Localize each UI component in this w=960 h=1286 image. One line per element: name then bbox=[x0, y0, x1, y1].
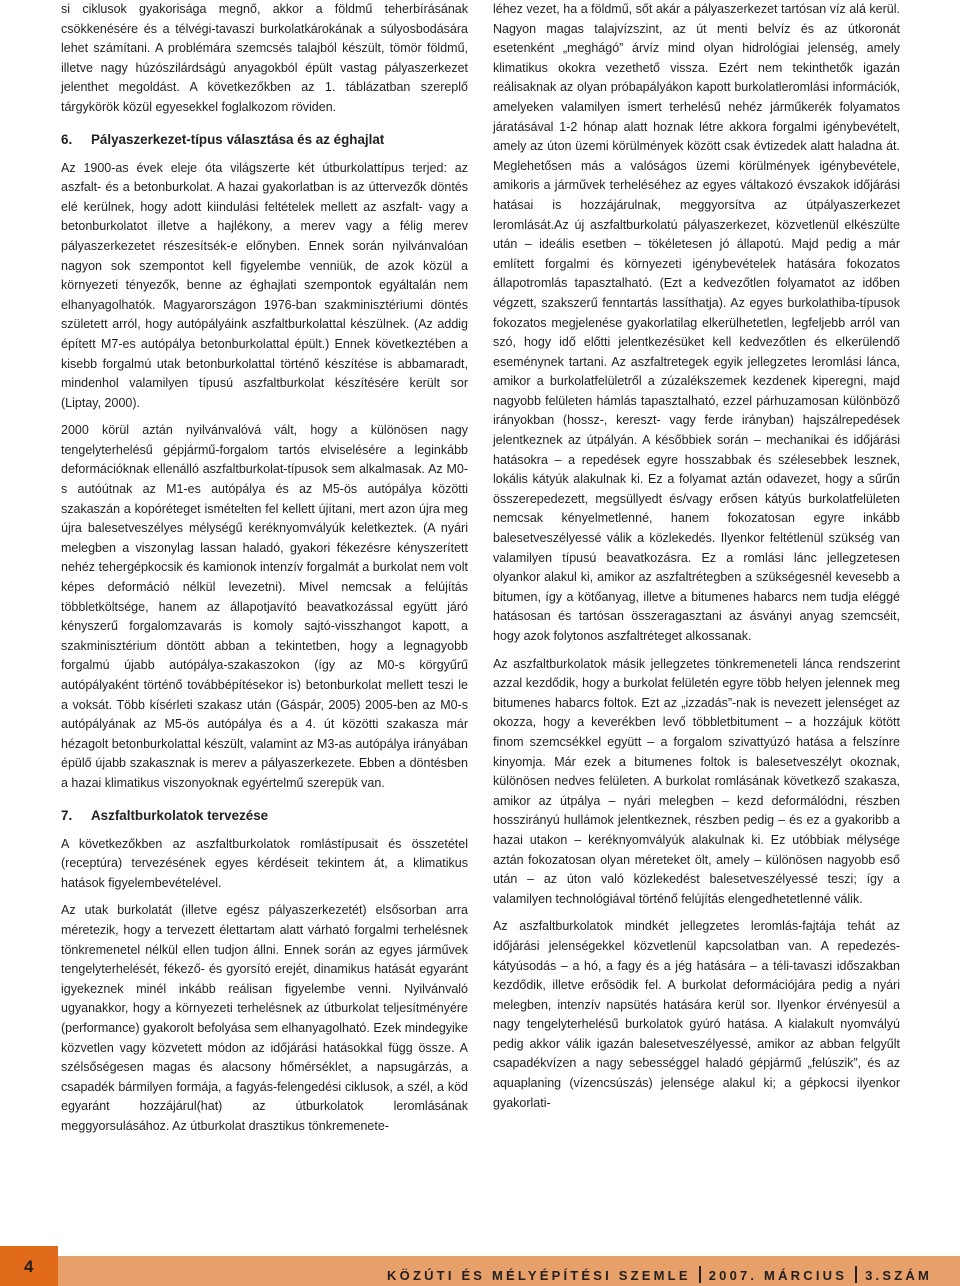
page-number: 4 bbox=[24, 1257, 34, 1276]
right-column bbox=[493, 0, 900, 1121]
left-column bbox=[61, 0, 468, 1144]
issue-number: 3.SZÁM bbox=[865, 1268, 932, 1283]
paragraph: Az aszfaltburkolatok másik jellegzetes tönkremeneteli lánca rendszerint azzal kezdődik, hogy a burkolat felületén egyre több helyen jelennek meg bitumenes habarcs foltok. Ezt az „izzadás”-nak is nevezett jelenséget az okozza, hogy a keverékben levő többletbitument – a hozzájuk kötött finom szemcsékkel együtt – a forgalom szivattyúzó hatása a felszínre kinyomja. Már ezek a bitumenes foltok is balesetveszélyt okoznak, különösen nedves felületen. A burkolat romlásának következő szakasza, amikor az útpálya – nyári melegben – kezd deformálódni, részben hosszirányú hullámok jelentkeznek, részben pedig – és ez a gyakoribb a hazai utakon – keréknyomvályúk alakulnak ki. Ez utóbbiak mélysége aztán fokozatosan olyan méreteket ölt, amely – különösen nagyobb eső után – az úton való közlekedést balesetveszélyessé teszi; így a valamilyen technológiával történő felújítás elengedhetetlenné válik. bbox=[493, 656, 900, 906]
journal-info bbox=[387, 1266, 932, 1283]
issue-date: 2007. MÁRCIUS bbox=[708, 1268, 848, 1283]
paragraph: A következőkben az aszfaltburkolatok romlástípusait és összetétel (receptúra) tervezésének egyes kérdéseit tekintem át, a klimatikus hatások figyelembevételével. bbox=[61, 836, 468, 890]
section-title: Pályaszerkezet-típus választása és az éghajlat bbox=[91, 131, 385, 147]
paragraph: Az 1900-as évek eleje óta világszerte két útburkolattípus terjed: az aszfalt- és a betonburkolat. A hazai gyakorlatban is az úttervezők döntés elé kerülnek, hogy adott kiindulási feltételek mellett az aszfalt- vagy a betonburkolatot illetve a hajlékony, a merev vagy a félig merev pályaszerkezetet részesítsék-e előnyben. Ennek során nyilvánvalóan nagyon sok szempontot kell figyelembe venniük, de azok közül a környezeti tényezők, benne az éghajlati szempontok egyáltalán nem elhanyagolhatók. Magyarországon 1976-ban szakminisztériumi döntés született arról, hogy autópályáink aszfaltburkolattal készülnek. (Az addig épített M7-es autópálya betonburkolattal épült.) Ennek következtében a kisebb forgalmú utak betonburkolattal történő készítése is abbamaradt, mindenhol valamilyen típusú aszfaltburkolat készítésére került sor (Liptay, 2000). bbox=[61, 160, 468, 410]
footer-separator bbox=[855, 1266, 857, 1283]
section-number: 7. bbox=[61, 807, 73, 823]
section-number: 6. bbox=[61, 131, 73, 147]
paragraph: si ciklusok gyakorisága megnő, akkor a földmű teherbírásának csökkenésére és a télvégi-tavaszi burkolatkárokának a súlyosbodására lehet számítani. A problémára szemcsés talajból készült, tömör földmű, illetve nagy húzószilárdságú anyagokból épült vastag pályaszerkezet jelenthet megoldást. A következőkben az 1. táblázatban szereplő tárgykörök közül egyesekkel foglalkozom röviden. bbox=[61, 2, 468, 114]
page-footer bbox=[0, 1246, 960, 1286]
section-heading-7 bbox=[61, 806, 468, 826]
footer-separator bbox=[699, 1266, 701, 1283]
paragraph: Az utak burkolatát (illetve egész pályaszerkezetét) elsősorban arra méretezik, hogy a tervezett élettartam alatt várható forgalmi terhelésnek tönkremenetel nélkül ellen tudjon állni. Ennek során az egyes járművek tengelyterhelését, fékező- és gyorsító erejét, dinamikus hatását egyaránt igyekeznek minél inkább reálisan figyelembe venni. Nyilvánvaló ugyanakkor, hogy a környezeti terhelésnek az útburkolat teljesítményére (performance) gyakorolt befolyása sem elhanyagolható. Ezek mindegyike közvetlen vagy közvetett módon az időjárási hatásokkal függ össze. A szélsőségesen magas és alacsony hőmérséklet, a napsugárzás, a csapadék bármilyen formája, a fagyás-felengedési ciklusok, a szél, a köd egyaránt hozzájárul(hat) az útburkolatok leromlásának meggyorsulásához. Az útburkolat drasztikus tönkremenete- bbox=[61, 903, 468, 1133]
paragraph: léhez vezet, ha a földmű, sőt akár a pályaszerkezet tartósan víz alá kerül. Nagyon magas talajvízszint, az út menti belvíz és az útkoronát esetenként „meghágó” árvíz mind olyan hidrológiai jelenség, amely klimatikus okokra vezethető vissza. Ezért nem tekinthetők igazán reálisaknak az olyan próbapályákon kapott burkolatleromlási információk, amelyeken valamilyen ismert terhelésű nehéz járműkerék folyamatos járatásával 1-2 hónap alatt hoznak létre akkora forgalmi igénybevételt, amely az úton üzemi körülmények között csak évtizedek alatt haladna át. Meglehetősen más a valóságos üzemi körülmények igénybevétele, amikoris a járművek terheléséhez az egyes váltakozó évszakok időjárási hatásai is hozzájárulnak, meggyorsítva az útpályaszerkezet leromlását.Az új aszfaltburkolatú pályaszerkezet, közvetlenül elkészülte után – ideális esetben – tökéletesen jó állapotú. Majd pedig a már említett forgalmi és környezeti igénybevételek hatására fokozatos állapotromlás tapasztalható. (Ezt a kedvezőtlen folyamatot az időben végzett, szakszerű fenntartás lassíthatja). Az egyes burkolathiba-típusok fokozatos megjelenése gyakorlatilag elkerülhetetlen, legfeljebb arról van szó, hogy idő előtti jelentkezésüket kell kedvezőtlen és elkerülendő eseménynek tartani. Az aszfaltretegek egyik jellegzetes leromlási lánca, amikor a burkolatfelületről a zúzalékszemek kezdenek kiperegni, majd nagyobb felületen hámlás tapasztalható, ezzel párhuzamosan különböző irányokban (hossz-, kereszt- vagy ferde irányban) hajszálrepedések jelentkeznek az útpályán. A későbbiek során – mechanikai és időjárási hatásokra – a repedések egyre hosszabbak és szélesebbek lesznek, lokális kátyúk alakulnak ki. Ez a folyamat aztán odavezet, hogy a sűrűn összerepedezett, megsüllyedt és/vagy erősen kátyús burkolatfelületen nemcsak kényelmetlenné, hanem fokozatosan egyre inkább balesetveszélyessé válik a közlekedés. Ilyenkor feltétlenül szükség van valamilyen típusú beavatkozásra. Ez a romlási lánc jellegzetesen olyankor alakul ki, amikor az aszfaltrétegben a szükségesnél kevesebb a bitumen, így a kötőanyag, illetve a bitumenes habarcs nem tudja eléggé hatásosan és tartósan összeragasztani az ásványi anyag szemcséit, hogy azok folytonos aszfaltréteget alkossanak. bbox=[493, 2, 900, 643]
section-title: Aszfaltburkolatok tervezése bbox=[91, 807, 269, 823]
journal-title: KÖZÚTI ÉS MÉLYÉPÍTÉSI SZEMLE bbox=[387, 1268, 691, 1283]
paragraph: 2000 körül aztán nyilvánvalóvá vált, hogy a különösen nagy tengelyterhelésű gépjármű-forgalom tartós elviselésére a leginkább deformációknak ellenálló aszfaltburkolat-típusok sem alkalmasak. Az M0-s autóútnak az M1-es autópálya és az M5-ös autópálya közötti szakaszán a kopóréteget ismételten fel kellett újítani, mert azon újra meg újra balesetveszélyes mélységű keréknyomvályúk keletkeztek. (A nyári melegben a viszonylag lassan haladó, gyakori fékezésre kényszerített nehéz tehergépkocsik és kamionok intenzív forgalmát a burkolat nem volt képes deformáció nélkül levezetni). Mivel nemcsak a felújítás többletköltsége, hanem az állapotjavító beavatkozással együtt járó kényszerű forgalomzavarás is komoly sajtó-visszhangot kapott, a szakminisztérium döntött abban a tekintetben, hogy a legnagyobb forgalmú újabb autópálya-szakaszokon (így az M0-s körgyűrű autópályaként történő továbbépítésekor is) betonburkolat mellett teszi le a voksát. Több kísérleti szakasz után (Gáspár, 2005) 2005-ben az M0-s autópályának az M5-ös autópálya és a 4. út közötti szakasza már hézagolt betonburkolattal készült, valamint az M3-as autópálya irányában épülő újabb szakasznak is merev a pályaszerkezete. Ebben a döntésben a hazai klimatikus viszonyoknak egyértelmű szerepük van. bbox=[61, 423, 468, 790]
section-heading-6 bbox=[61, 130, 468, 150]
paragraph: Az aszfaltburkolatok mindkét jellegzetes leromlás-fajtája tehát az időjárási jelenségekkel közvetlenül kapcsolatban van. A repedezés-kátyúsodás – a hó, a fagy és a jég hatására – a téli-tavaszi időszakban kezdődik, illetve erősödik fel. A burkolat deformációjára pedig a nyári melegben, intenzív napsütés hatására kerül sor. Ilyenkor érvényesül a nagy tengelyterhelésű burkolatok gyúró hatása. A kialakult nyomvályú pedig akkor válik igazán balesetveszélyessé, amikor az abban felgyűlt csapadékvízen a nagy sebességgel haladó gépjármű „felúszik”, és az aquaplaning (vízencsúszás) jelensége alakul ki; a gépkocsi ilyenkor gyakorlati- bbox=[493, 919, 900, 1110]
